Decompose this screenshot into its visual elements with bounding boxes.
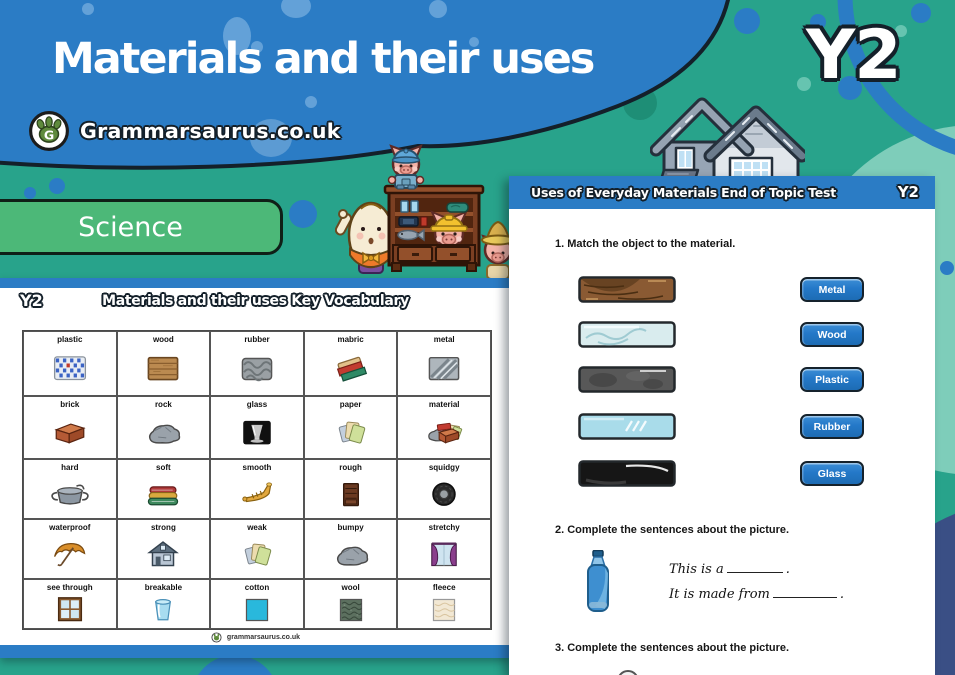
vocab-cell-metal — [397, 331, 491, 396]
sentence-1 — [669, 562, 790, 577]
rock-icon — [305, 532, 397, 579]
sentence-1-period: . — [785, 562, 790, 577]
sheet-bottom-bar — [0, 645, 511, 658]
vocab-label: soft — [156, 462, 171, 472]
cup-icon — [118, 592, 210, 629]
brand-name: Grammarsaurus.co.uk — [80, 119, 341, 143]
vocab-cell-soft — [117, 459, 211, 519]
vocab-label: rough — [339, 462, 362, 472]
vocab-cell-material — [397, 396, 491, 459]
material-strip-metal — [578, 366, 676, 393]
vocab-cell-bumpy — [304, 519, 398, 579]
sheet-top-bar — [0, 278, 511, 288]
vocab-title: Materials and their uses Key Vocabulary — [102, 293, 409, 309]
vocab-label: material — [428, 399, 460, 409]
vocab-label: stretchy — [428, 522, 460, 532]
vocab-label: metal — [433, 334, 455, 344]
question-2: 2. Complete the sentences about the picture. — [555, 524, 790, 536]
rubber-icon — [211, 344, 303, 396]
vocab-cell-rock — [117, 396, 211, 459]
plastic-icon — [24, 344, 116, 396]
brick-icon — [24, 409, 116, 459]
subject-label: Science — [78, 211, 183, 243]
vocab-cell-cotton — [210, 579, 304, 629]
pot-icon — [24, 472, 116, 519]
vocab-cell-mabric — [304, 331, 398, 396]
vocab-label: bumpy — [337, 522, 364, 532]
vocab-label: breakable — [144, 582, 183, 592]
vocab-label: weak — [247, 522, 267, 532]
vocab-cell-paper — [304, 396, 398, 459]
material-strip-rubber — [578, 460, 676, 487]
vocab-cell-weak — [210, 519, 304, 579]
question-3: 3. Complete the sentences about the picture. — [555, 642, 790, 654]
umbrella-icon — [24, 532, 116, 579]
test-title: Uses of Everyday Materials End of Topic Test — [531, 185, 837, 200]
vocab-table — [22, 330, 492, 630]
house-illustration — [650, 82, 805, 185]
vocab-label: wood — [152, 334, 174, 344]
material-icon — [398, 409, 490, 459]
vocab-label: rock — [154, 399, 172, 409]
answer-line-2 — [773, 587, 837, 598]
characters-illustration — [335, 117, 525, 287]
rock-icon — [118, 409, 210, 459]
vocab-cell-strong — [117, 519, 211, 579]
cotton-icon — [211, 592, 303, 629]
vocab-label: glass — [246, 399, 268, 409]
material-button-plastic: Plastic — [800, 367, 864, 392]
curtains-icon — [398, 532, 490, 579]
vocab-cell-squidgy — [397, 459, 491, 519]
vocab-year: Y2 — [20, 291, 43, 310]
grammarsaurus-mini-logo-icon — [211, 632, 222, 643]
vocab-label: brick — [60, 399, 80, 409]
egg-character — [335, 203, 393, 273]
dresser-icon — [305, 472, 397, 519]
grammarsaurus-logo-icon — [28, 110, 70, 152]
material-button-glass: Glass — [800, 461, 864, 486]
vocab-cell-wood — [117, 331, 211, 396]
partial-picture-icon — [615, 668, 641, 675]
sentence-2-text: It is made from — [669, 587, 770, 602]
sentence-1-text: This is a — [669, 562, 724, 577]
vocab-cell-brick — [23, 396, 117, 459]
fleece-icon — [398, 592, 490, 629]
vocab-label: waterproof — [49, 522, 91, 532]
material-button-metal: Metal — [800, 277, 864, 302]
vocab-cell-glass — [210, 396, 304, 459]
brand — [28, 110, 341, 152]
vocab-cell-rubber — [210, 331, 304, 396]
material-button-rubber: Rubber — [800, 414, 864, 439]
page-title: Materials and their uses — [52, 34, 594, 84]
vocab-label: rubber — [244, 334, 270, 344]
material-button-wood: Wood — [800, 322, 864, 347]
vocab-cell-plastic — [23, 331, 117, 396]
material-strip-glass — [578, 321, 676, 348]
vocab-cell-stretchy — [397, 519, 491, 579]
vocab-label: paper — [339, 399, 362, 409]
vocab-label: smooth — [242, 462, 272, 472]
wool-icon — [305, 592, 397, 629]
vocab-label: hard — [61, 462, 79, 472]
vocab-label: cotton — [244, 582, 270, 592]
water-bottle-icon — [585, 550, 611, 614]
tire-icon — [398, 472, 490, 519]
vocab-footer — [0, 632, 511, 643]
vocab-label: strong — [150, 522, 176, 532]
logo-letter: G — [43, 127, 55, 143]
answer-line-1 — [727, 562, 783, 573]
vocab-cell-smooth — [210, 459, 304, 519]
test-sheet — [509, 176, 935, 675]
vocab-label: plastic — [57, 334, 83, 344]
vocab-label: mabric — [337, 334, 364, 344]
glass-icon — [211, 409, 303, 459]
brush-icon — [305, 344, 397, 396]
subject-badge — [0, 199, 283, 255]
trumpet-icon — [211, 472, 303, 519]
pig-blue-cap — [389, 146, 424, 189]
metal-icon — [398, 344, 490, 396]
vocab-cell-hard — [23, 459, 117, 519]
sentence-2 — [669, 587, 844, 602]
vocab-sheet — [0, 278, 511, 658]
vocab-footer-text: grammarsaurus.co.uk — [226, 634, 301, 641]
vocab-label: fleece — [432, 582, 456, 592]
vocab-label: see through — [46, 582, 93, 592]
material-strip-wood — [578, 276, 676, 303]
vocab-label: wool — [341, 582, 360, 592]
vocab-cell-wool — [304, 579, 398, 629]
vocab-cell-waterproof — [23, 519, 117, 579]
paper-icon — [211, 532, 303, 579]
window-icon — [24, 592, 116, 629]
test-year: Y2 — [897, 183, 919, 201]
sentence-2-period: . — [839, 587, 844, 602]
year-level-badge: Y2 — [806, 16, 901, 95]
vocab-cell-see-through — [23, 579, 117, 629]
paper-icon — [305, 409, 397, 459]
vocab-label: squidgy — [428, 462, 460, 472]
vocab-cell-fleece — [397, 579, 491, 629]
wood-icon — [118, 344, 210, 396]
house-icon — [118, 532, 210, 579]
question-1: 1. Match the object to the material. — [555, 238, 736, 250]
material-strip-plastic — [578, 413, 676, 440]
towels-icon — [118, 472, 210, 519]
vocab-cell-rough — [304, 459, 398, 519]
vocab-cell-breakable — [117, 579, 211, 629]
